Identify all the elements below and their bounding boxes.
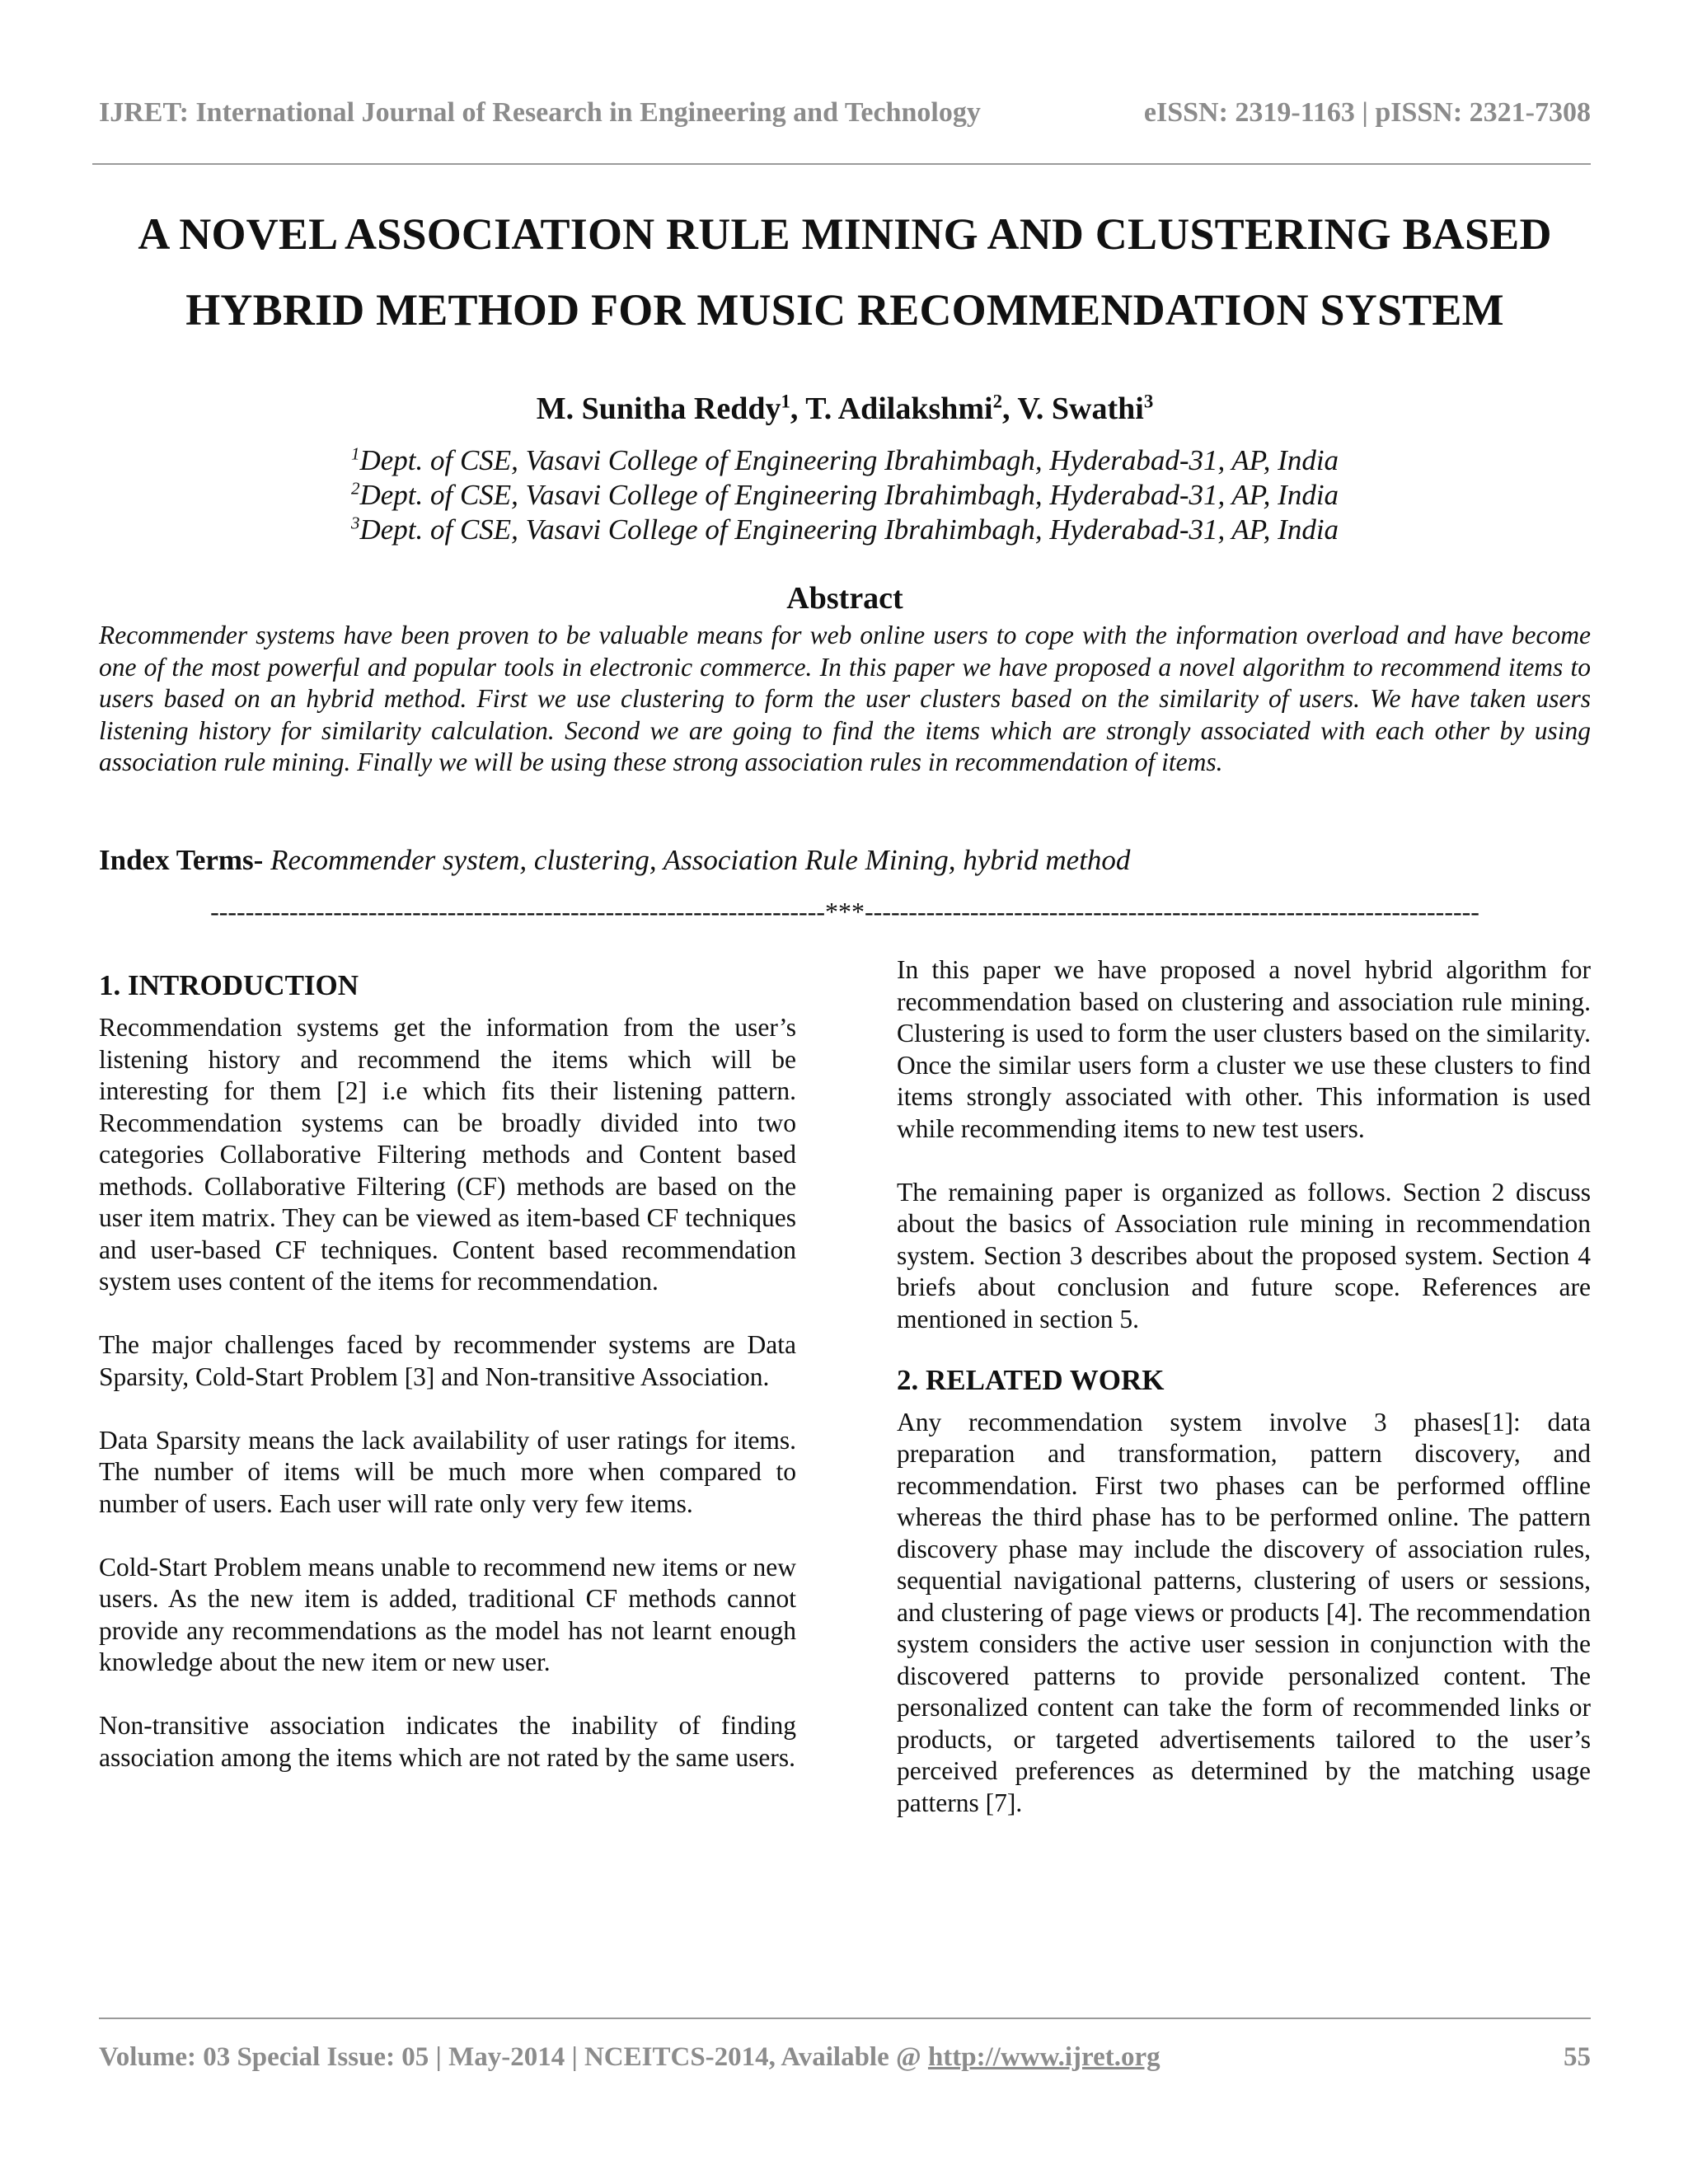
paragraph: Non-transitive association indicates the inability of finding association among the items which are not rated by the same users. <box>99 1711 796 1772</box>
author-name: V. Swathi <box>1017 391 1144 426</box>
footer-text: Volume: 03 Special Issue: 05 | May-2014 | NCEITCS-2014, Available @ <box>99 2042 928 2072</box>
section-heading-introduction: 1. INTRODUCTION <box>99 969 359 1001</box>
paragraph: The major challenges faced by recommender systems are Data Sparsity, Cold-Start Problem [3] and Non-transitive Association. <box>99 1330 796 1391</box>
author-superscript: 3 <box>1143 391 1154 412</box>
affiliation-list <box>99 443 1591 547</box>
paragraph: The remaining paper is organized as follows. Section 2 discuss about the basics of Association rule mining in recommendation system. Section 3 describes about the proposed system. Section 4 briefs about conclusion and future scope. References are mentioned in section 5. <box>897 1177 1591 1333</box>
paragraph: Data Sparsity means the lack availability of user ratings for items. The number of items will be much more when compared to number of users. Each user will rate only very few items. <box>99 1425 796 1518</box>
author-superscript: 1 <box>781 391 790 412</box>
paragraph: Recommendation systems get the information from the user’s listening history and recommend the items which will be interesting for them [2] i.e which fits their listening pattern. Recommendation systems can be broadly divided into two categories Collaborative Filtering methods and Content based methods. Collaborative Filtering (CF) methods are based on the user item matrix. They can be viewed as item-based CF techniques and user-based CF techniques. Content based recommendation system uses content of the items for recommendation. <box>99 1013 796 1296</box>
running-header <box>99 97 1591 129</box>
author-name: T. Adilakshmi <box>805 391 993 426</box>
header-rule <box>92 163 1591 165</box>
affiliation-superscript: 1 <box>350 443 360 464</box>
affiliation <box>99 443 1591 478</box>
author-superscript: 2 <box>992 391 1003 412</box>
title-line-2: HYBRID METHOD FOR MUSIC RECOMMENDATION SYSTEM <box>185 285 1504 335</box>
abstract-heading: Abstract <box>786 581 903 616</box>
affiliation-text: Dept. of CSE, Vasavi College of Engineering Ibrahimbagh, Hyderabad-31, AP, India <box>359 444 1339 476</box>
issn-numbers: eISSN: 2319-1163 | pISSN: 2321-7308 <box>1143 97 1591 128</box>
paragraph: Cold-Start Problem means unable to recommend new items or new users. As the new item is added, traditional CF methods cannot provide any recommendations as the model has not learnt enough knowledge about the new item or new user. <box>99 1552 796 1676</box>
footer-citation <box>99 2042 1160 2073</box>
affiliation <box>99 478 1591 513</box>
paragraph: Any recommendation system involve 3 phases[1]: data preparation and transformation, pattern discovery, and recommendation. First two phases can be performed offline whereas the third phase has to be performed online. The pattern discovery phase may include the discovery of association rules, sequential navigational patterns, clustering of users or sessions, and clustering of page views or products [4]. The recommendation system considers the active user session in conjunction with the discovered patterns to provide personalized content. The personalized content can take the form of recommended links or products, or targeted advertisements tailored to the user’s perceived preferences as determined by the matching usage patterns [7]. <box>897 1407 1591 1817</box>
section-heading-related-work: 2. RELATED WORK <box>897 1363 1165 1396</box>
index-terms-label: Index Terms- <box>99 844 264 876</box>
author-list: M. Sunitha Reddy$^1$, T. Adilakshmi$^2$, V. Swathi$^3$ <box>536 391 1154 426</box>
paragraph: In this paper we have proposed a novel hybrid algorithm for recommendation based on clustering and association rule mining. Clustering is used to form the user clusters based on the similarity. Once the similar users form a cluster we use these clusters to find items strongly associated with other. This information is used while recommending items to new test users. <box>897 955 1591 1143</box>
left-column <box>99 954 796 1806</box>
abstract-body: Recommender systems have been proven to be valuable means for web online users to cope with the information overload and have become one of the most powerful and popular tools in electronic commerce. In this paper we have proposed a novel algorithm to recommend items to users based on an hybrid method. First we use clustering to form the user clusters based on the similarity of users. We have taken users listening history for similarity calculation. Second we are going to find the items which are strongly associated with each other by using association rule mining. Finally we will be using these strong association rules in recommendation of items. <box>99 621 1591 776</box>
author-name: M. Sunitha Reddy <box>536 391 781 426</box>
paper-title <box>99 196 1591 348</box>
index-terms-list: Recommender system, clustering, Association Rule Mining, hybrid method <box>263 844 1131 876</box>
index-terms <box>99 841 1591 880</box>
right-column <box>897 954 1591 1851</box>
affiliation-text: Dept. of CSE, Vasavi College of Engineering Ibrahimbagh, Hyderabad-31, AP, India <box>359 479 1339 511</box>
footer-rule <box>99 2018 1591 2019</box>
title-line-1: A NOVEL ASSOCIATION RULE MINING AND CLUSTERING BASED <box>138 209 1552 259</box>
affiliation-superscript: 2 <box>350 478 360 499</box>
affiliation-superscript: 3 <box>350 513 360 533</box>
affiliation-text: Dept. of CSE, Vasavi College of Engineering Ibrahimbagh, Hyderabad-31, AP, India <box>359 513 1339 546</box>
affiliation <box>99 513 1591 547</box>
journal-link[interactable]: http://www.ijret.org <box>927 2042 1160 2072</box>
section-separator: ----------------------------------------------------------------------***---------------------------------------------------------------------- <box>210 897 1479 926</box>
running-footer <box>99 2042 1591 2073</box>
page-number: 55 <box>1564 2042 1591 2072</box>
journal-name: IJRET: International Journal of Research in Engineering and Technology <box>99 97 981 128</box>
